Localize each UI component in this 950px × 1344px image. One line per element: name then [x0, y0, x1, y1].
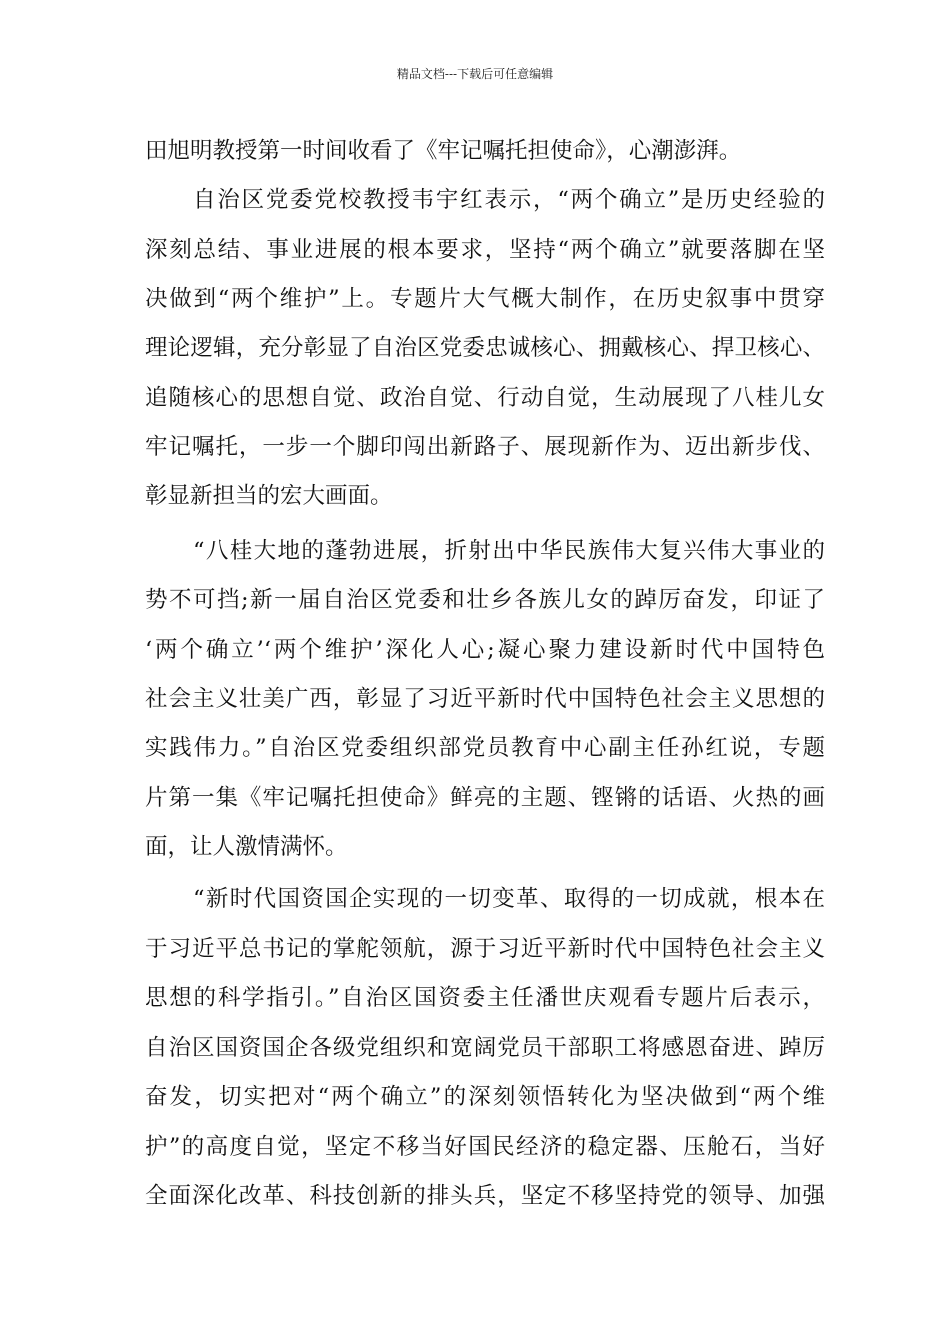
text-line: 彰显新担当的宏大画面。 [145, 483, 393, 509]
text-line: 牢记嘱托，一步一个脚印闯出新路子、展现新作为、迈出新步伐、 [145, 434, 825, 460]
text-line: 势不可挡;新一届自治区党委和壮乡各族儿女的踔厉奋发，印证了 [145, 587, 825, 613]
text-line: 片第一集《牢记嘱托担使命》鲜亮的主题、铿锵的话语、火热的画 [145, 785, 825, 811]
text-line: 思想的科学指引。”自治区国资委主任潘世庆观看专题片后表示， [145, 985, 825, 1011]
text-line: 决做到“两个维护”上。专题片大气概大制作，在历史叙事中贯穿 [145, 286, 825, 312]
paragraph-first-line: “八桂大地的蓬勃进展，折射出中华民族伟大复兴伟大事业的 [193, 538, 825, 564]
paragraph-first-line: 自治区党委党校教授韦宇红表示，“两个确立”是历史经验的 [193, 187, 825, 213]
text-line: 自治区国资国企各级党组织和宽阔党员干部职工将感恩奋进、踔厉 [145, 1035, 825, 1061]
text-line: 奋发，切实把对“两个确立”的深刻领悟转化为坚决做到“两个维 [145, 1084, 825, 1110]
text-line: 深刻总结、事业进展的根本要求，坚持“两个确立”就要落脚在坚 [145, 237, 825, 263]
text-line: ‘两个确立’‘两个维护’深化人心;凝心聚力建设新时代中国特色 [145, 637, 825, 663]
text-line: 田旭明教授第一时间收看了《牢记嘱托担使命》，心潮澎湃。 [145, 138, 742, 164]
text-line: 于习近平总书记的掌舵领航，源于习近平新时代中国特色社会主义 [145, 936, 825, 962]
text-line: 社会主义壮美广西，彰显了习近平新时代中国特色社会主义思想的 [145, 686, 825, 712]
text-line: 护”的高度自觉，坚定不移当好国民经济的稳定器、压舱石，当好 [145, 1134, 825, 1160]
page-header: 精品文档---下载后可任意编辑 [396, 67, 554, 81]
text-line: 追随核心的思想自觉、政治自觉、行动自觉，生动展现了八桂儿女 [145, 385, 825, 411]
text-line: 理论逻辑，充分彰显了自治区党委忠诚核心、拥戴核心、捍卫核心、 [145, 335, 825, 361]
text-line: 实践伟力。”自治区党委组织部党员教育中心副主任孙红说，专题 [145, 735, 825, 761]
text-line: 面，让人激情满怀。 [145, 834, 348, 860]
text-line: 全面深化改革、科技创新的排头兵，坚定不移坚持党的领导、加强 [145, 1183, 825, 1209]
paragraph-first-line: “新时代国资国企实现的一切变革、取得的一切成就，根本在 [193, 886, 825, 912]
